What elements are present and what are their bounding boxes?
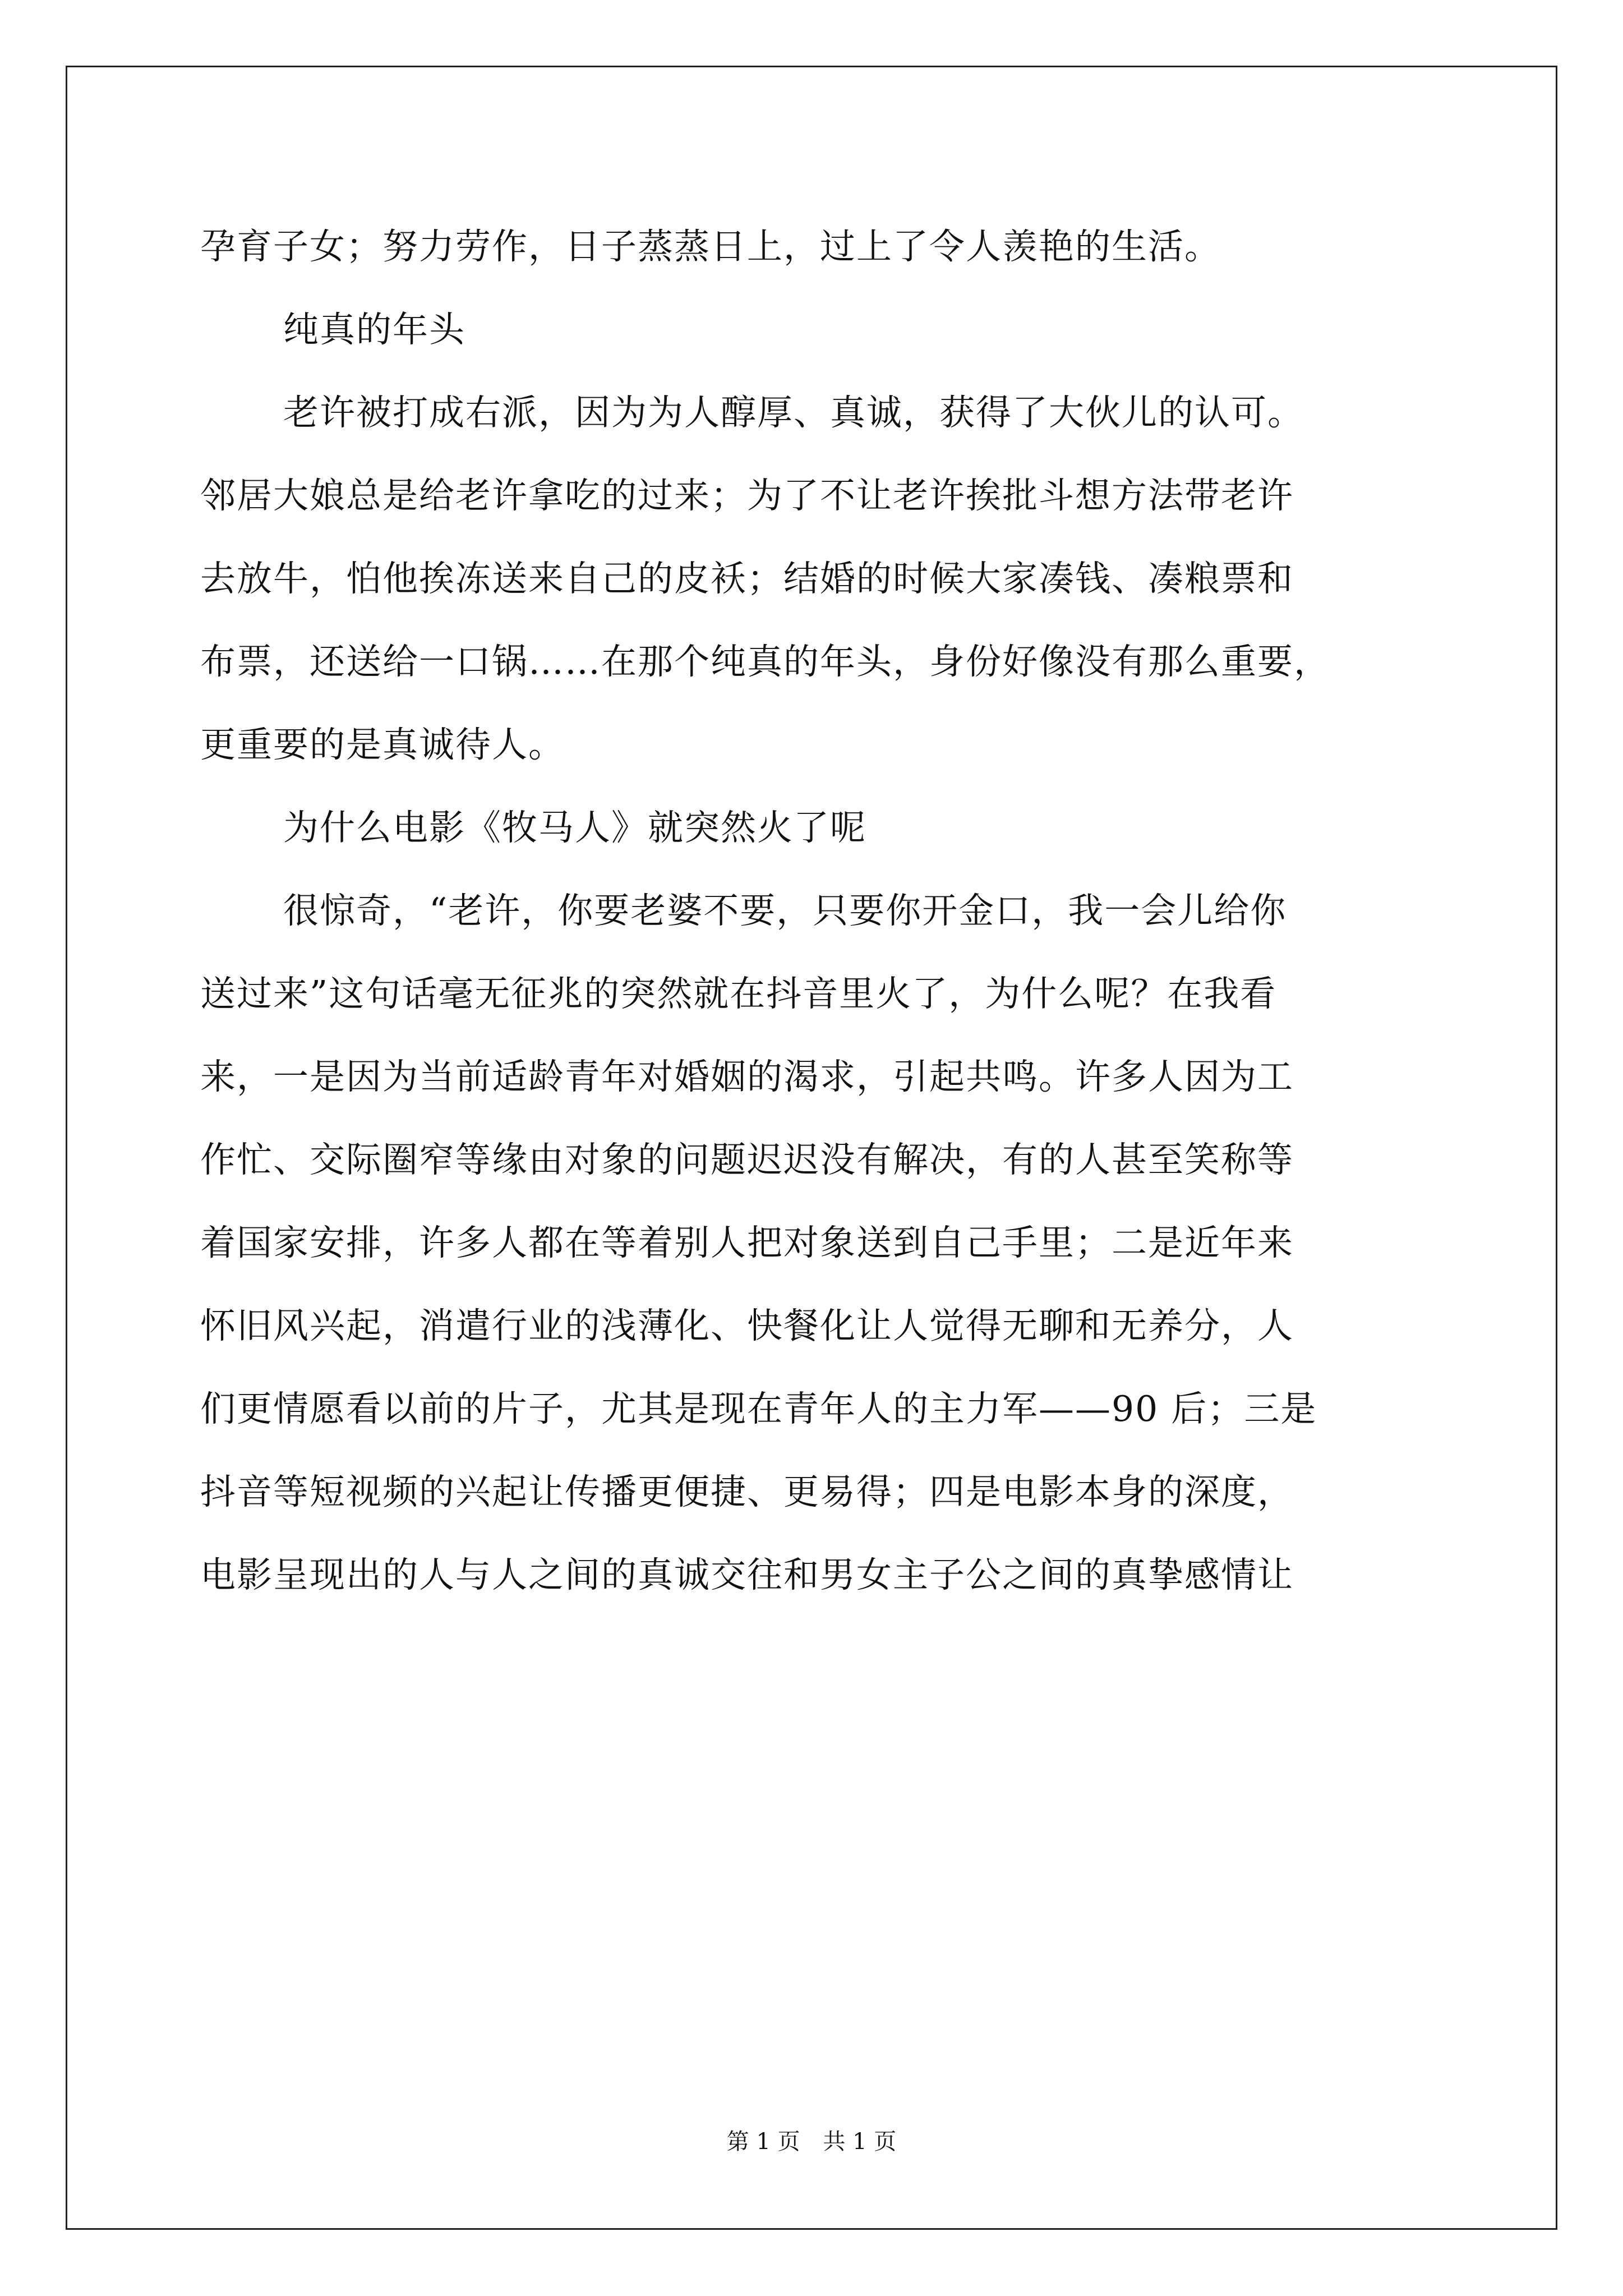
body-line: 孕育子女；努力劳作，日子蒸蒸日上，过上了令人羡艳的生活。 — [200, 226, 1221, 267]
page-footer — [0, 2125, 1623, 2159]
body-line: 作忙、交际圈窄等缘由对象的问题迟迟没有解决，有的人甚至笑称等 — [200, 1139, 1294, 1180]
paragraph-first-line: 很惊奇，“老许，你要老婆不要，只要你开金口，我一会儿给你 — [283, 890, 1287, 931]
body-line: 抖音等短视频的兴起让传播更便捷、更易得；四是电影本身的深度， — [200, 1471, 1294, 1512]
body-line: 布票，还送给一口锅……在那个纯真的年头，身份好像没有那么重要， — [200, 641, 1330, 682]
body-line: 送过来”这句话毫无征兆的突然就在抖音里火了，为什么呢？在我看 — [200, 973, 1277, 1014]
body-line: 邻居大娘总是给老许拿吃的过来；为了不让老许挨批斗想方法带老许 — [200, 475, 1294, 516]
body-line: 更重要的是真诚待人。 — [200, 724, 565, 765]
paragraph-first-line: 老许被打成右派，因为为人醇厚、真诚，获得了大伙儿的认可。 — [283, 392, 1304, 433]
body-line: 去放牛，怕他挨冻送来自己的皮袄；结婚的时候大家凑钱、凑粮票和 — [200, 558, 1294, 599]
body-line: 电影呈现出的人与人之间的真诚交往和男女主子公之间的真挚感情让 — [200, 1554, 1294, 1595]
page-number: 第 1 页 — [726, 2129, 800, 2155]
body-line: 怀旧风兴起，消遣行业的浅薄化、快餐化让人觉得无聊和无养分，人 — [200, 1305, 1294, 1346]
body-line: 们更情愿看以前的片子，尤其是现在青年人的主力军——90 后；三是 — [200, 1388, 1317, 1429]
body-line: 来，一是因为当前适龄青年对婚姻的渴求，引起共鸣。许多人因为工 — [200, 1056, 1294, 1097]
page-total: 共 1 页 — [823, 2129, 897, 2155]
body-line: 着国家安排，许多人都在等着别人把对象送到自己手里；二是近年来 — [200, 1222, 1294, 1263]
section-heading: 纯真的年头 — [283, 309, 465, 350]
section-heading: 为什么电影《牧马人》就突然火了呢 — [283, 807, 866, 848]
